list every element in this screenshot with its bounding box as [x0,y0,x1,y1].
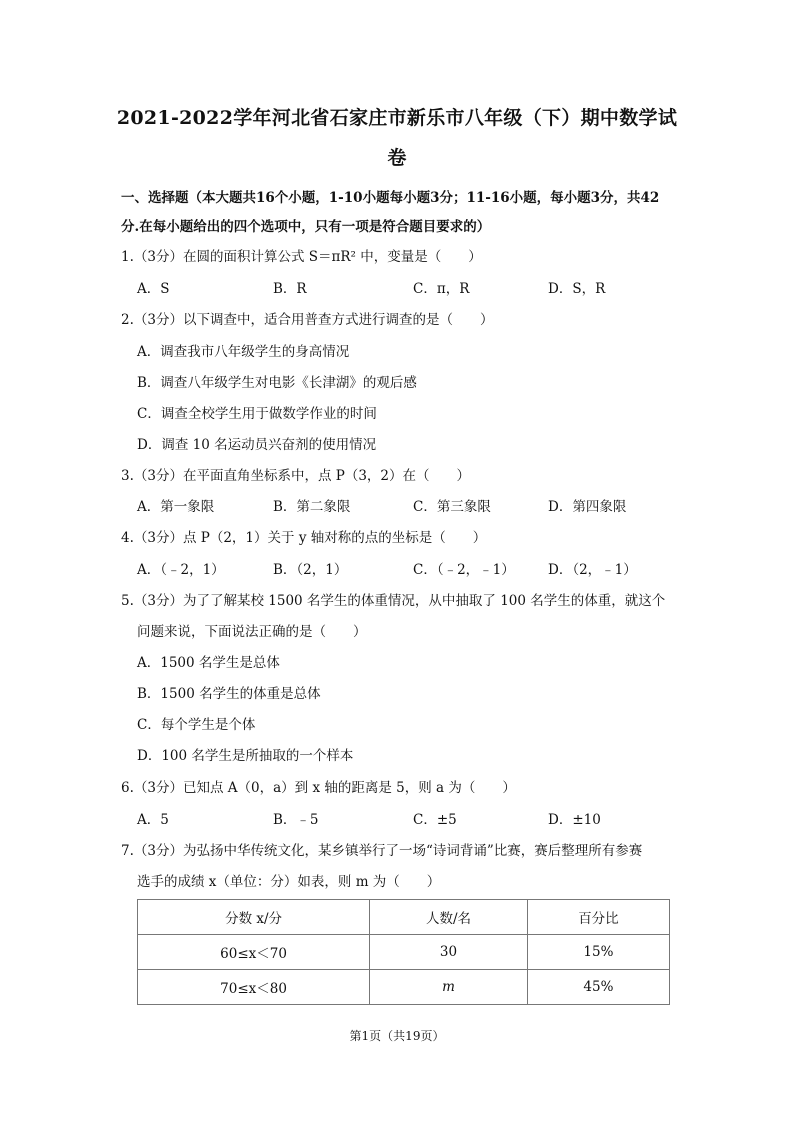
question-6-option-d: D．±10 [548,812,601,828]
question-4-option-b: B．（2，1） [273,562,348,578]
question-5-option-d: D．100 名学生是所抽取的一个样本 [137,748,354,764]
section-heading-line1: 一、选择题（本大题共16个小题，1-10小题每小题3分；11-16小题，每小题3分，共42 [121,190,660,206]
question-6-stem: 6.（3分）已知点 A（0，a）到 x 轴的距离是 5，则 a 为（ ） [121,780,516,796]
section-heading-line2: 分.在每小题给出的四个选项中，只有一项是符合题目要求的） [121,219,491,235]
table-cell: 15% [527,935,669,970]
question-2-option-c: C．调查全校学生用于做数学作业的时间 [137,406,377,422]
question-2-option-a: A．调查我市八年级学生的身高情况 [137,344,350,360]
question-3-option-a: A．第一象限 [137,499,215,515]
table-header-cell: 人数/名 [370,900,528,935]
question-2-stem: 2.（3分）以下调查中，适合用普查方式进行调查的是（ ） [121,312,494,328]
table-cell: m [370,970,528,1005]
score-table [137,899,670,1005]
question-3-option-c: C．第三象限 [413,499,491,515]
question-1-stem: 1.（3分）在圆的面积计算公式 S＝πR² 中，变量是（ ） [121,249,482,265]
table-header-row [138,900,670,935]
question-4-option-d: D．（2，﹣1） [548,562,637,578]
question-7-stem-line1: 7.（3分）为弘扬中华传统文化，某乡镇举行了一场“诗词背诵”比赛，赛后整理所有参赛 [121,843,643,859]
question-4-stem: 4.（3分）点 P（2，1）关于 y 轴对称的点的坐标是（ ） [121,530,487,546]
question-4-option-a: A．（﹣2，1） [137,562,225,578]
question-5-option-a: A．1500 名学生是总体 [137,655,280,671]
table-header-cell: 百分比 [527,900,669,935]
question-1-option-a: A．S [137,281,170,297]
question-2-option-d: D．调查 10 名运动员兴奋剂的使用情况 [137,437,377,453]
document-title-line1: 2021-2022学年河北省石家庄市新乐市八年级（下）期中数学试 [116,107,678,129]
table-cell: 60≤x＜70 [138,935,370,970]
page-footer: 第1页（共19页） [349,1029,445,1043]
question-1-option-d: D．S，R [548,281,606,297]
question-2-option-b: B．调查八年级学生对电影《长津湖》的观后感 [137,375,417,391]
question-3-option-b: B．第二象限 [273,499,351,515]
question-6-option-c: C．±5 [413,812,457,828]
question-6-option-a: A．5 [137,812,169,828]
question-3-stem: 3.（3分）在平面直角坐标系中，点 P（3，2）在（ ） [121,468,471,484]
table-row [138,935,670,970]
table-cell: 45% [527,970,669,1005]
question-3-option-d: D．第四象限 [548,499,627,515]
question-7-stem-line2: 选手的成绩 x（单位：分）如表，则 m 为（ ） [137,874,441,890]
question-5-stem-line1: 5.（3分）为了了解某校 1500 名学生的体重情况，从中抽取了 100 名学生的体重，就这个 [121,593,666,609]
table-cell: 30 [370,935,528,970]
question-5-option-c: C．每个学生是个体 [137,717,256,733]
question-1-option-b: B．R [273,281,307,297]
question-5-option-b: B．1500 名学生的体重是总体 [137,686,321,702]
question-6-option-b: B．﹣5 [273,812,319,828]
question-4-option-c: C．（﹣2，﹣1） [413,562,515,578]
document-title-line2: 卷 [387,147,407,169]
table-cell: 70≤x＜80 [138,970,370,1005]
question-5-stem-line2: 问题来说，下面说法正确的是（ ） [137,624,367,640]
table-row [138,970,670,1005]
table-header-cell: 分数 x/分 [138,900,370,935]
question-1-option-c: C．π，R [413,281,470,297]
